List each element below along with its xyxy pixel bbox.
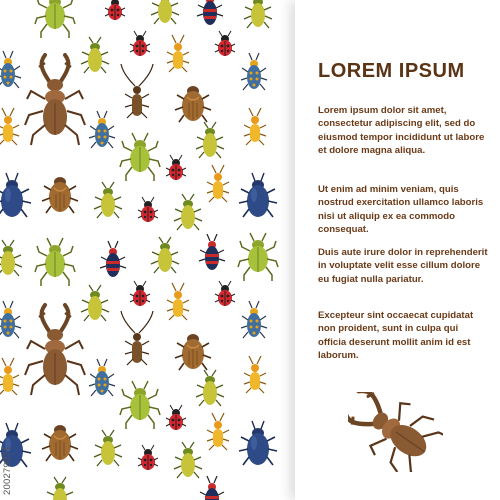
paragraph-1: Lorem ipsum dolor sit amet, consectetur adipiscing elit, sed do eiusmod tempor incididunt ut labore et dolore magna aliqua. (318, 105, 485, 156)
paragraph-4: Excepteur sint occaecat cupidatat non proident, sunt in culpa qui officia deserunt mollit anim id est laborum. (318, 310, 474, 361)
stag-beetle-icon (348, 392, 443, 477)
poster-title: LOREM IPSUM (318, 60, 465, 82)
paragraph-2: Ut enim ad minim veniam, quis nostrud exercitation ullamco laboris nisi ut aliquip ex ea commodo consequat. (318, 184, 484, 235)
beetle-pattern-tile-top (0, 0, 277, 230)
paragraph-3: Duis aute irure dolor in reprehenderit in voluptate velit esse cillum dolore eu fugiat nulla pariatur. (318, 247, 488, 285)
beetle-pattern-tile-bottom (0, 233, 278, 500)
stock-id-label: 200279071 (2, 445, 13, 495)
